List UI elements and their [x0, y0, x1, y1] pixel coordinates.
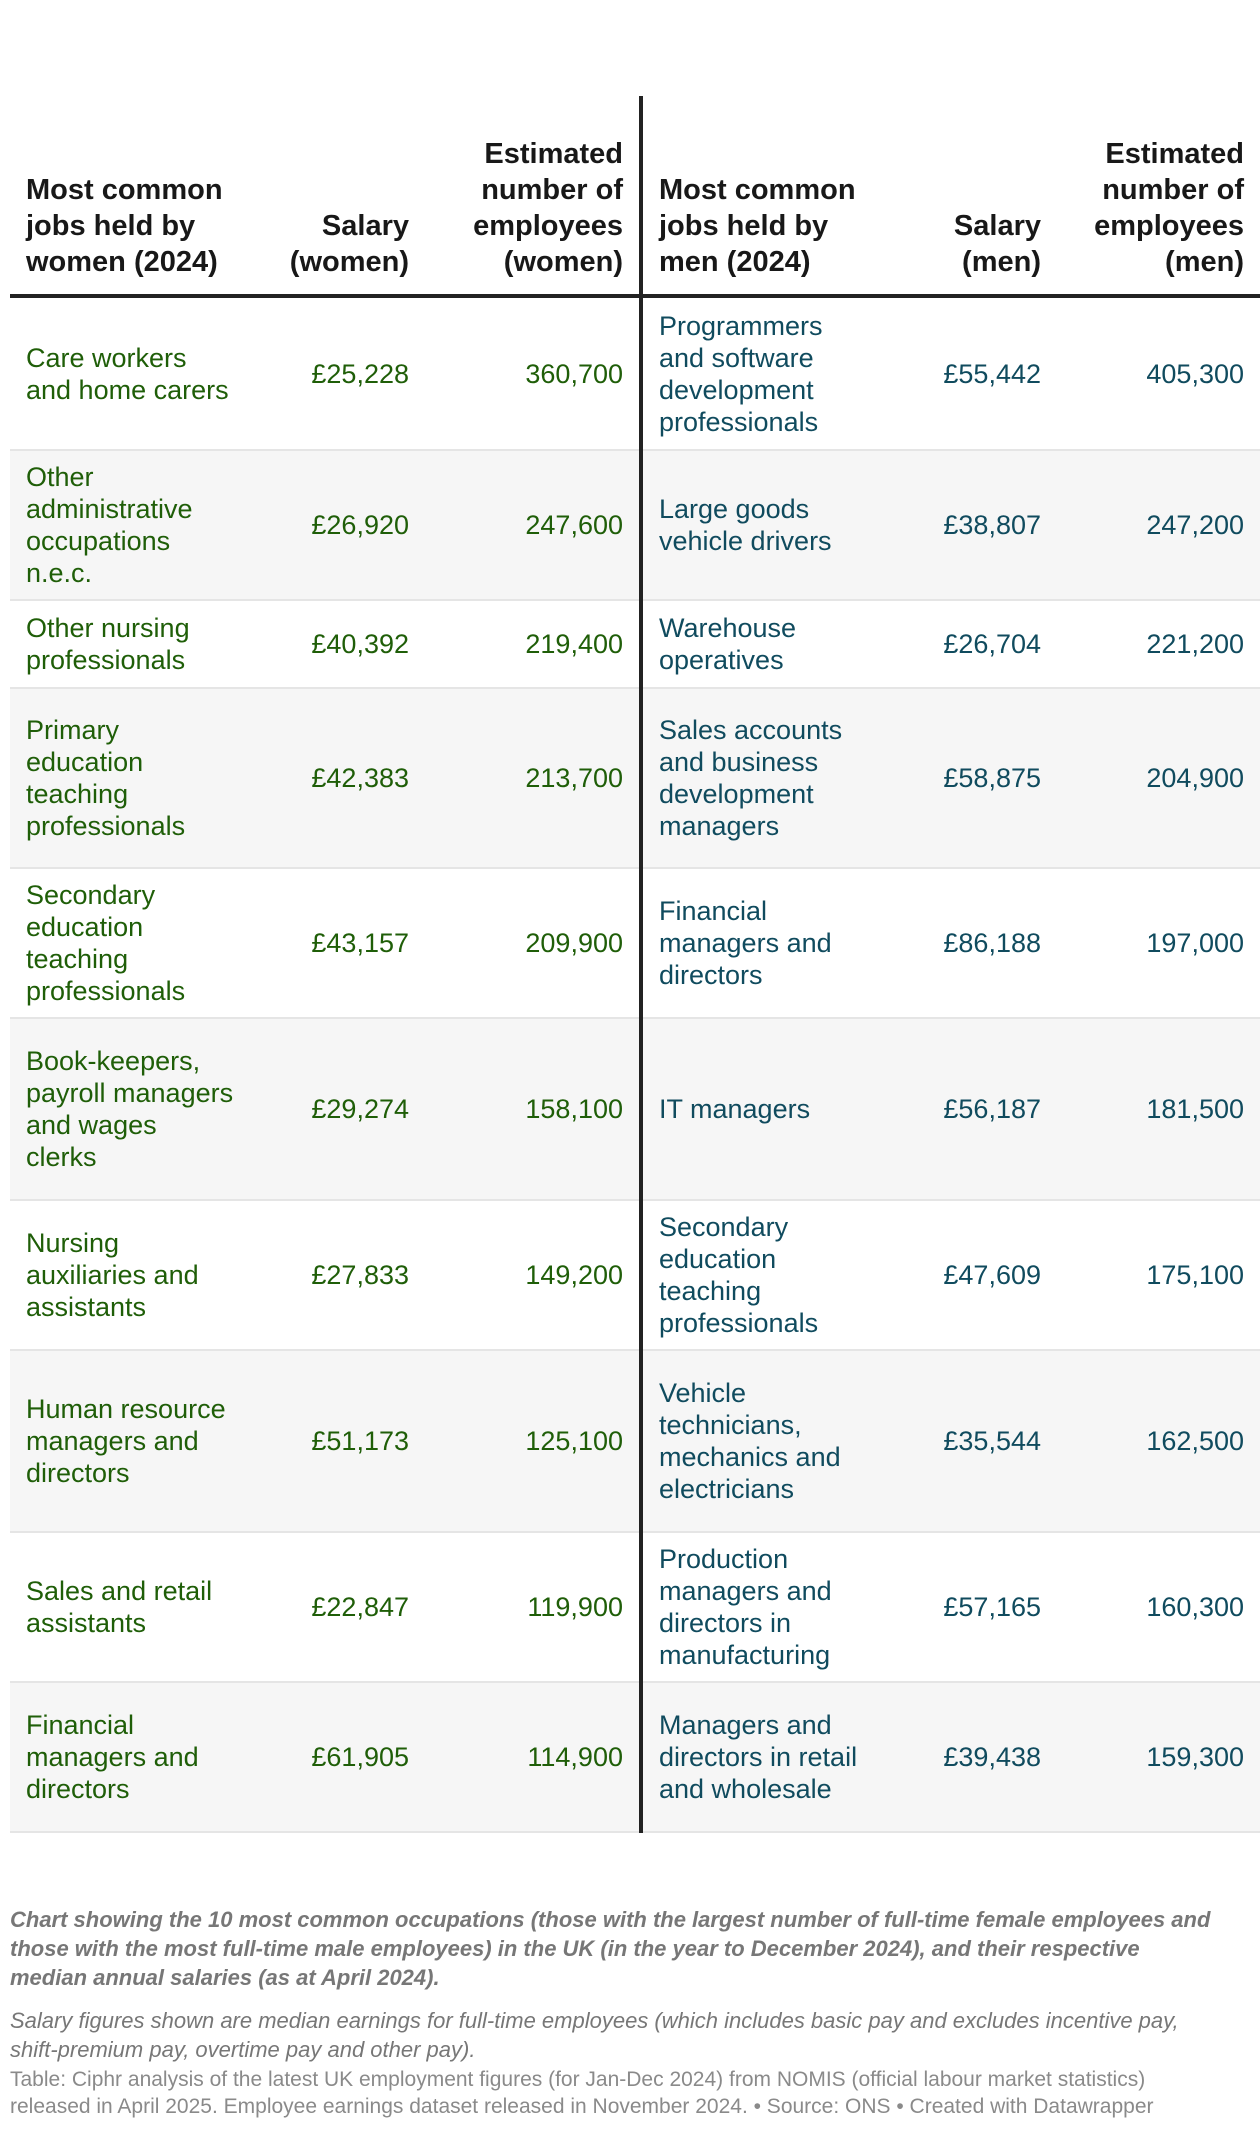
- women-salary-cell: £27,833: [250, 1200, 425, 1350]
- col-header-women-salary[interactable]: Salary (women): [250, 96, 425, 296]
- col-header-women-jobs[interactable]: Most common jobs held by women (2024): [10, 96, 250, 296]
- men-employees-cell: 160,300: [1057, 1532, 1260, 1682]
- women-job-cell: Secondary education teaching professionals: [10, 868, 250, 1018]
- women-job-cell: Other nursing professionals: [10, 600, 250, 688]
- women-employees-cell: 360,700: [425, 296, 641, 450]
- women-employees-cell: 149,200: [425, 1200, 641, 1350]
- table-row: [10, 868, 1260, 1018]
- women-salary-cell: £40,392: [250, 600, 425, 688]
- table-row: [10, 1350, 1260, 1532]
- men-employees-cell: 181,500: [1057, 1018, 1260, 1200]
- women-salary-cell: £26,920: [250, 450, 425, 600]
- women-employees-cell: 247,600: [425, 450, 641, 600]
- women-salary-cell: £51,173: [250, 1350, 425, 1532]
- men-job-cell: Sales accounts and business development managers: [641, 688, 887, 868]
- women-job-cell: Book-keepers, payroll managers and wages clerks: [10, 1018, 250, 1200]
- men-salary-cell: £55,442: [887, 296, 1057, 450]
- women-salary-cell: £42,383: [250, 688, 425, 868]
- chart-description: Chart showing the 10 most common occupations (those with the largest number of full-time female employees and those with the most full-time male employees) in the UK (in the year to December 2024), and their respective median annual salaries (as at April 2024).: [10, 1907, 1211, 1990]
- men-employees-cell: 204,900: [1057, 688, 1260, 868]
- women-salary-cell: £61,905: [250, 1682, 425, 1832]
- col-header-women-employees[interactable]: Estimated number of employees (women): [425, 96, 641, 296]
- women-salary-cell: £29,274: [250, 1018, 425, 1200]
- men-salary-cell: £38,807: [887, 450, 1057, 600]
- women-employees-cell: 213,700: [425, 688, 641, 868]
- table-row: [10, 1018, 1260, 1200]
- men-salary-cell: £56,187: [887, 1018, 1057, 1200]
- men-job-cell: Vehicle technicians, mechanics and electricians: [641, 1350, 887, 1532]
- col-header-men-employees[interactable]: Estimated number of employees (men): [1057, 96, 1260, 296]
- men-employees-cell: 221,200: [1057, 600, 1260, 688]
- men-salary-cell: £26,704: [887, 600, 1057, 688]
- women-employees-cell: 125,100: [425, 1350, 641, 1532]
- men-employees-cell: 159,300: [1057, 1682, 1260, 1832]
- women-job-cell: Nursing auxiliaries and assistants: [10, 1200, 250, 1350]
- men-job-cell: Managers and directors in retail and wholesale: [641, 1682, 887, 1832]
- women-salary-cell: £43,157: [250, 868, 425, 1018]
- salary-note: Salary figures shown are median earnings for full-time employees (which includes basic pay and excludes incentive pay, shift-premium pay, overtime pay and other pay).: [10, 2008, 1179, 2062]
- women-employees-cell: 158,100: [425, 1018, 641, 1200]
- men-job-cell: Programmers and software development professionals: [641, 296, 887, 450]
- men-job-cell: Large goods vehicle drivers: [641, 450, 887, 600]
- men-employees-cell: 197,000: [1057, 868, 1260, 1018]
- women-job-cell: Primary education teaching professionals: [10, 688, 250, 868]
- women-employees-cell: 114,900: [425, 1682, 641, 1832]
- men-employees-cell: 405,300: [1057, 296, 1260, 450]
- col-header-men-jobs[interactable]: Most common jobs held by men (2024): [641, 96, 887, 296]
- men-employees-cell: 175,100: [1057, 1200, 1260, 1350]
- men-salary-cell: £58,875: [887, 688, 1057, 868]
- occupations-table: [10, 96, 1260, 1833]
- men-salary-cell: £39,438: [887, 1682, 1057, 1832]
- table-row: [10, 1682, 1260, 1832]
- men-salary-cell: £35,544: [887, 1350, 1057, 1532]
- women-salary-cell: £22,847: [250, 1532, 425, 1682]
- source-line: Table: Ciphr analysis of the latest UK employment figures (for Jan-Dec 2024) from NOMIS (official labour market statistics) released in April 2025. Employee earnings dataset released in November 2024. • Source: ONS • Created with Datawrapper: [10, 2068, 1154, 2118]
- women-employees-cell: 219,400: [425, 600, 641, 688]
- table-row: [10, 600, 1260, 688]
- men-job-cell: Secondary education teaching professionals: [641, 1200, 887, 1350]
- col-header-men-salary[interactable]: Salary (men): [887, 96, 1057, 296]
- men-employees-cell: 162,500: [1057, 1350, 1260, 1532]
- men-salary-cell: £47,609: [887, 1200, 1057, 1350]
- women-employees-cell: 209,900: [425, 868, 641, 1018]
- men-employees-cell: 247,200: [1057, 450, 1260, 600]
- chart-notes: [10, 1905, 1215, 2120]
- women-job-cell: Sales and retail assistants: [10, 1532, 250, 1682]
- men-job-cell: Warehouse operatives: [641, 600, 887, 688]
- women-job-cell: Other administrative occupations n.e.c.: [10, 450, 250, 600]
- women-job-cell: Care workers and home carers: [10, 296, 250, 450]
- men-job-cell: Financial managers and directors: [641, 868, 887, 1018]
- women-job-cell: Human resource managers and directors: [10, 1350, 250, 1532]
- men-job-cell: Production managers and directors in manufacturing: [641, 1532, 887, 1682]
- women-employees-cell: 119,900: [425, 1532, 641, 1682]
- table-row: [10, 688, 1260, 868]
- header-row: [10, 96, 1260, 296]
- table-row: [10, 450, 1260, 600]
- men-job-cell: IT managers: [641, 1018, 887, 1200]
- table-row: [10, 1532, 1260, 1682]
- table-row: [10, 296, 1260, 450]
- women-salary-cell: £25,228: [250, 296, 425, 450]
- men-salary-cell: £86,188: [887, 868, 1057, 1018]
- men-salary-cell: £57,165: [887, 1532, 1057, 1682]
- table-body: [10, 296, 1260, 1832]
- table-row: [10, 1200, 1260, 1350]
- women-job-cell: Financial managers and directors: [10, 1682, 250, 1832]
